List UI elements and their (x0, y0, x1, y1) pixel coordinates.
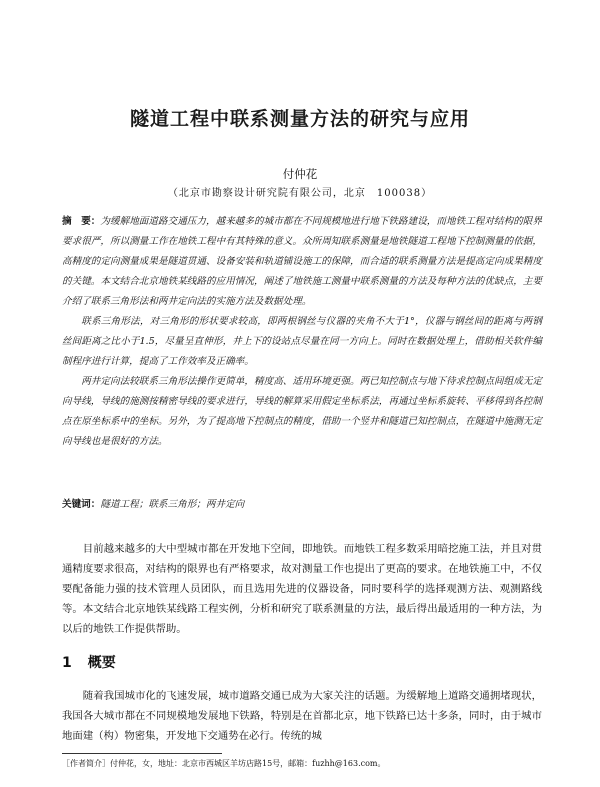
abstract (62, 212, 542, 452)
author-footnote: ［作者简介］付仲花，女，地址：北京市西城区羊坊店路15号，邮箱：fuzhh@163.com。 (62, 759, 386, 768)
abstract-paragraph-3: 两井定向法较联系三角形法操作更简单，精度高、适用环境更强。两已知控制点与地下待求控制点间组成无定向导线，导线的施测按精密导线的要求进行，导线的解算采用假定坐标系法，再通过坐标系旋转、平移得到各控制点在原坐标系中的坐标。另外，为了提高地下控制点的精度，借助一个竖井和隧道已知控制点，在隧道中施测无定向导线也是很好的方法。 (62, 376, 542, 447)
abstract-label: 摘 要： (62, 216, 101, 227)
section-body-paragraph: 随着我国城市化的飞速发展，城市道路交通已成为大家关注的话题。为缓解地上道路交通拥堵现状，我国各大城市都在不同规模地发展地下铁路，特别是在首都北京，地下铁路已达十多条，同时，由于城市地面建（构）物密集，开发地下交通势在必行。传统的城 (62, 690, 542, 742)
section-number: 1 (62, 655, 72, 671)
section-heading (62, 652, 116, 672)
keywords-label: 关键词： (62, 499, 101, 510)
abstract-paragraph-1 (62, 212, 542, 312)
abstract-paragraph-2: 联系三角形法，对三角形的形状要求较高，即两根钢丝与仪器的夹角不大于1°，仪器与钢丝间的距离与两钢丝间距离之比小于1.5，尽量呈直伸形，井上下的设站点尽量在同一方向上。同时在数据处理上，借助相关软件编制程序进行计算，提高了工作效率及正确率。 (62, 316, 542, 367)
keywords-text: 隧道工程；联系三角形；两井定向 (100, 499, 245, 510)
author-affiliation: （北京市勘察设计研究院有限公司，北京 100038） (167, 188, 433, 199)
section-title: 概要 (87, 655, 116, 671)
intro-paragraph: 目前越来越多的大中型城市都在开发地下空间，即地铁。而地铁工程多数采用暗挖施工法，并且对贯通精度要求很高，对结构的限界也有严格要求，故对测量工作也提出了更高的要求。在地铁施工中，不仅要配备能力强的技术管理人员团队，而且选用先进的仪器设备，同时要科学的选择观测方法、观测路线等。本文结合北京地铁某线路工程实例，分析和研究了联系测量的方法，最后得出最适用的一种方法，为以后的地铁工作提供帮助。 (62, 543, 542, 635)
paper-title: 隧道工程中联系测量方法的研究与应用 (129, 108, 470, 130)
author-name: 付仲花 (282, 167, 318, 181)
keywords (62, 495, 542, 515)
footnote-divider (62, 753, 222, 754)
abstract-text-1: 为缓解地面道路交通压力，越来越多的城市都在不同规模地进行地下铁路建设，而地铁工程对结构的限界要求很严，所以测量工作在地铁工程中有其特殊的意义。众所周知联系测量是地铁隧道工程地下控制测量的依据，高精度的定向测量成果是隧道贯通、设备安装和轨道铺设施工的保障，而合适的联系测量方法是提高定向成果精度的关键。本文结合北京地铁某线路的应用情况，阐述了地铁施工测量中联系测量的方法及每种方法的优缺点，主要介绍了联系三角形法和两井定向法的实施方法及数据处理。 (62, 216, 543, 307)
